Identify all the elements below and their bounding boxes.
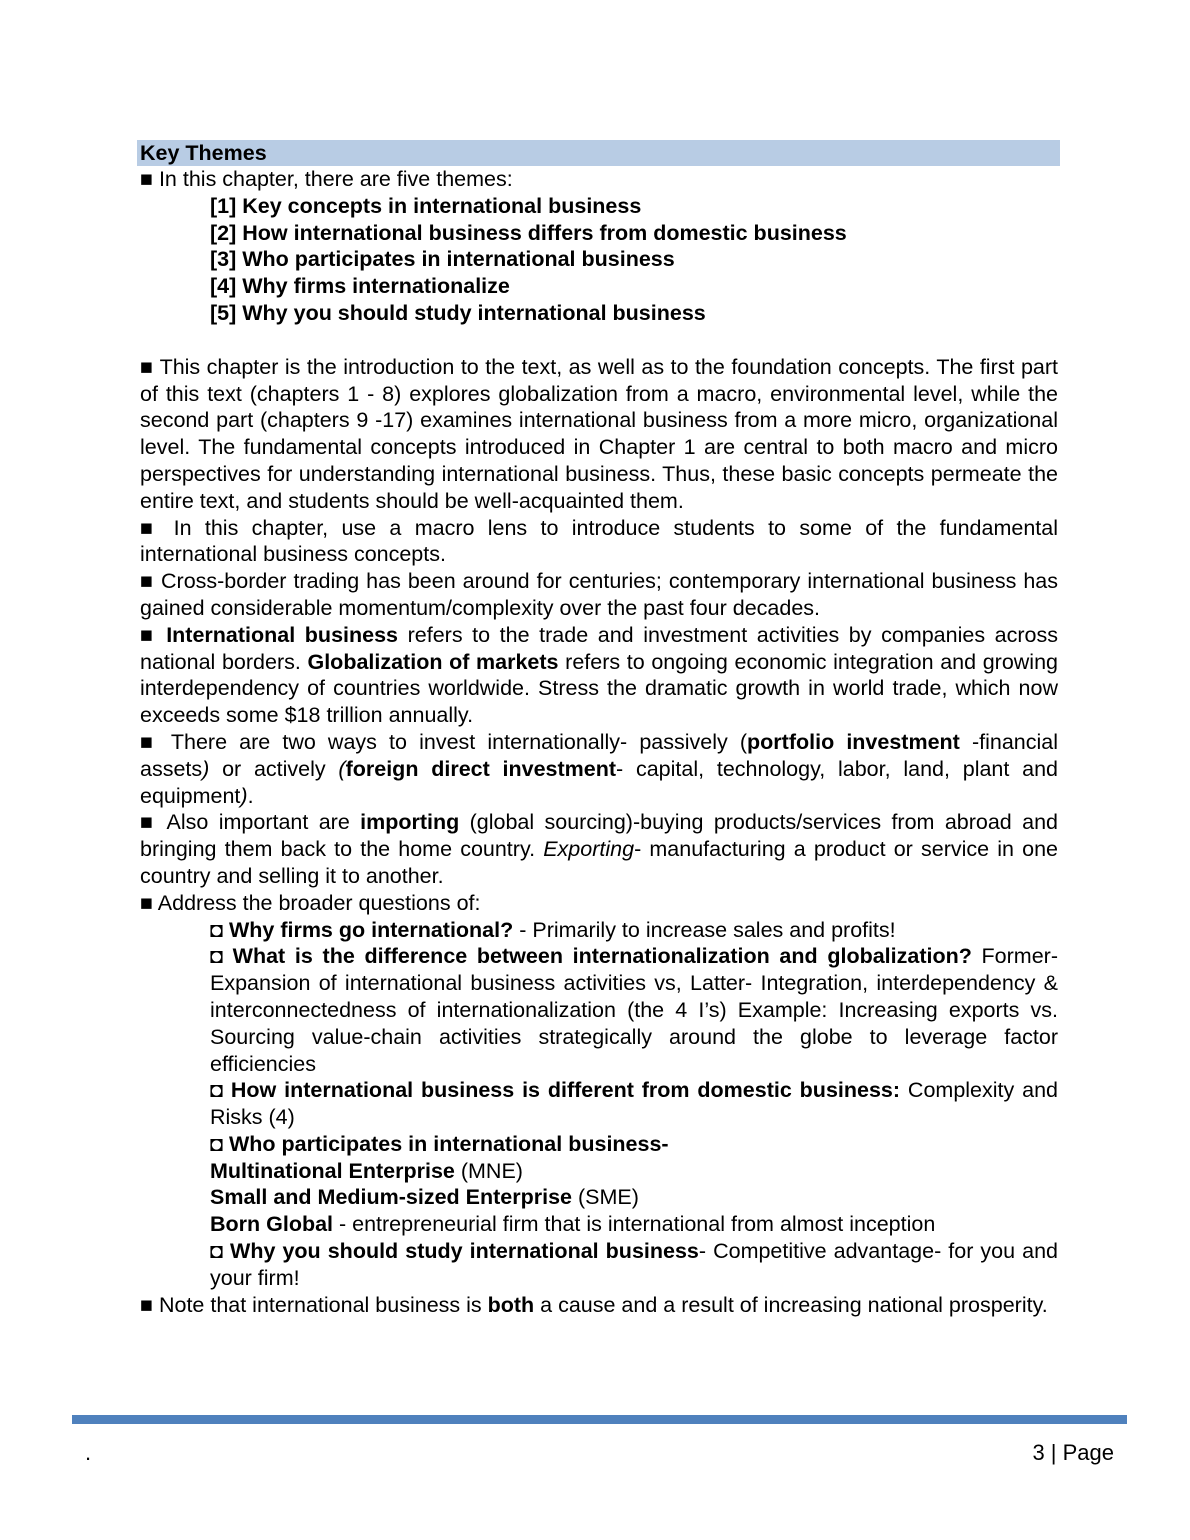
participant-desc: - entrepreneurial firm that is international from almost inception <box>333 1212 936 1237</box>
question-title: ◘ Who participates in international business- <box>210 1131 669 1156</box>
text: (global sourcing)-buying products/services from abroad and bringing them back to the home country. <box>140 810 1058 862</box>
participant-item <box>210 1158 1058 1185</box>
term-importing: importing <box>360 810 460 835</box>
question-item <box>210 1131 1058 1158</box>
text: ( <box>338 756 346 781</box>
question-title: ◘ Why you should study international business <box>210 1239 699 1264</box>
intro-line: ■ In this chapter, there are five themes: <box>140 167 513 191</box>
document-body <box>140 140 1058 1318</box>
page-number: 3 | Page <box>1032 1440 1114 1465</box>
theme-item: [3] Who participates in international business <box>210 247 675 272</box>
term-globalization: Globalization of markets <box>307 649 559 674</box>
question-title: ◘ What is the difference between internationalization and globalization? <box>210 944 972 969</box>
theme-item: [2] How international business differs from domestic business <box>210 220 847 245</box>
question-title: ◘ How international business is different from domestic business: <box>210 1078 901 1103</box>
term-portfolio-investment: portfolio investment <box>747 729 960 754</box>
paragraph-prosperity <box>140 1292 1058 1319</box>
paragraph-cross-border: ■ Cross-border trading has been around for centuries; contemporary international business has gained considerable momentum/complexity over the past four decades. <box>140 569 1058 620</box>
participant-item <box>210 1211 1058 1238</box>
theme-item: [4] Why firms internationalize <box>210 274 510 299</box>
term-both: both <box>487 1292 535 1317</box>
text: or actively <box>209 756 339 781</box>
themes-list <box>140 193 1058 327</box>
text: . <box>247 783 254 808</box>
text: ■ There are two ways to invest internationally- passively ( <box>140 729 748 754</box>
text: ) <box>240 783 248 808</box>
questions-list <box>140 917 1058 1292</box>
text: refers to ongoing economic integration and growing interdependency of countries worldwide. Stress the dramatic growth in world trade, which now exceeds some $18 trillion annually. <box>140 649 1059 728</box>
text: refers to the trade and investment activities by companies across national borders. <box>140 622 1058 674</box>
participant-term: Multinational Enterprise <box>210 1158 455 1183</box>
term-fdi: foreign direct investment <box>345 756 617 781</box>
paragraph-macro-lens: ■ In this chapter, use a macro lens to introduce students to some of the fundamental international business concepts. <box>140 515 1058 567</box>
question-item <box>210 1077 1058 1131</box>
paragraph-questions: ■ Address the broader questions of: <box>140 890 481 915</box>
question-answer: - Competitive advantage- for you and your firm! <box>210 1239 1058 1290</box>
question-item <box>210 917 1058 944</box>
text: ) <box>202 756 210 781</box>
paragraph-importing <box>140 809 1058 889</box>
paragraph-investment <box>140 729 1058 809</box>
text: a cause and a result of increasing national prosperity. <box>534 1292 1048 1317</box>
text: -financial assets <box>140 729 1058 781</box>
participant-item <box>210 1184 1058 1211</box>
text: ■ Note that international business is <box>140 1292 488 1317</box>
term-international-business: ■ International business <box>140 622 399 647</box>
participant-desc: (SME) <box>572 1185 639 1210</box>
question-item <box>210 1238 1058 1292</box>
participant-desc: (MNE) <box>454 1158 523 1183</box>
theme-item: [1] Key concepts in international business <box>210 193 642 218</box>
theme-item: [5] Why you should study international business <box>210 300 706 325</box>
question-item <box>210 943 1058 1077</box>
footer-rule <box>72 1415 1127 1424</box>
section-heading: Key Themes <box>137 140 1060 166</box>
participant-term: Small and Medium-sized Enterprise <box>210 1185 573 1210</box>
term-exporting: Exporting <box>543 837 635 862</box>
text: ■ Also important are <box>140 810 361 835</box>
paragraph-intro-text: ■ This chapter is the introduction to the text, as well as to the foundation concepts. The first part of this text (chapters 1 - 8) explores globalization from a macro, environmental level, while the second part (chapters 9 -17) examines international business from a more micro, organizational level. The fundamental concepts introduced in Chapter 1 are central to both macro and micro perspectives for understanding international business. Thus, these basic concepts permeate the entire text, and students should be well-acquainted them. <box>140 354 1058 513</box>
text: - manufacturing a product or service in one country and selling it to another. <box>140 837 1058 888</box>
spacer <box>140 327 1058 354</box>
paragraph-definitions <box>140 622 1058 729</box>
question-answer: - Primarily to increase sales and profits! <box>513 917 896 942</box>
participant-term: Born Global <box>210 1212 334 1237</box>
question-title: ◘ Why firms go international? <box>210 917 514 942</box>
text: - capital, technology, labor, land, plant and equipment <box>140 756 1058 808</box>
question-answer: Former- Expansion of international business activities vs, Latter- Integration, interdependency & interconnectedness of internationalization (the 4 I’s) Example: Increasing exports vs. Sourcing value-chain activities strategically around the globe to leverage factor efficiencies <box>210 944 1058 1076</box>
question-answer: Complexity and Risks (4) <box>210 1078 1059 1130</box>
footer-left: . <box>85 1440 92 1465</box>
